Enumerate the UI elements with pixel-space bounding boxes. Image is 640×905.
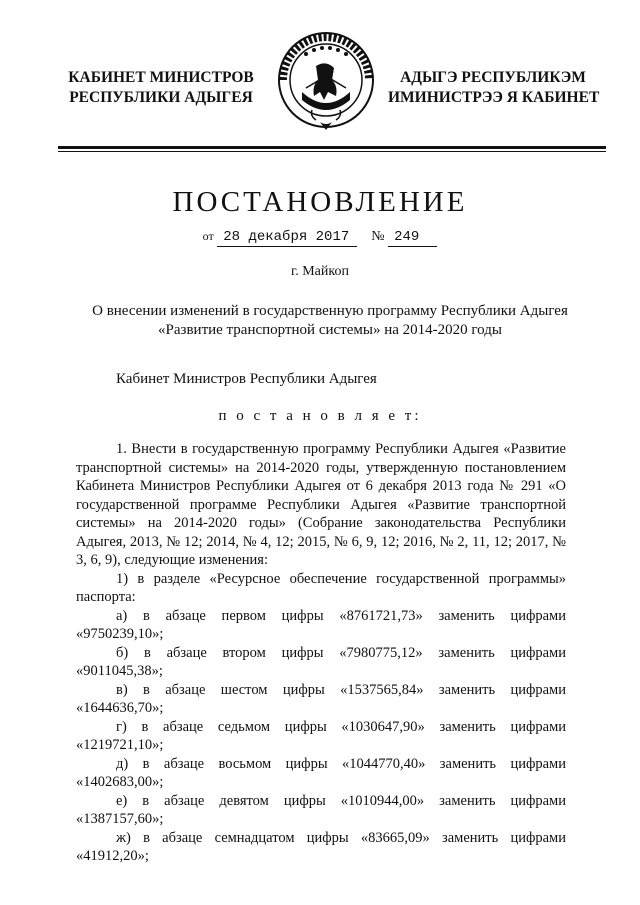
list-item-line2: «9750239,10»; (76, 626, 164, 642)
list-item (76, 607, 566, 644)
list-item (76, 681, 566, 718)
header-right-line2: ИМИНИСТРЭЭ Я КАБИНЕТ (388, 89, 600, 106)
list-item-line2: «1644636,70»; (76, 700, 164, 716)
decree-word: п о с т а н о в л я е т: (218, 408, 422, 424)
list-item-line2: «1402683,00»; (76, 774, 164, 790)
document-title: ПОСТАНОВЛЕНИЕ (172, 186, 468, 218)
issuer-header-russian (66, 68, 256, 108)
date-prefix: от (202, 229, 214, 243)
document-body (76, 440, 566, 866)
header-right-line1: АДЫГЭ РЕСПУБЛИКЭМ (400, 69, 586, 86)
subject (60, 302, 600, 340)
issuer-text: Кабинет Министров Республики Адыгея (116, 371, 377, 387)
list-item (76, 755, 566, 792)
list-item-line1: б) в абзаце втором цифры «7980775,12» заменить цифрами (116, 644, 566, 661)
list-item (76, 718, 566, 755)
list-item (76, 792, 566, 829)
header-left-line1: КАБИНЕТ МИНИСТРОВ (68, 69, 254, 86)
header-divider-thick (58, 146, 606, 149)
header-divider-thin (58, 151, 606, 152)
list-item-line2: «1219721,10»; (76, 737, 164, 753)
list-item-line1: е) в абзаце девятом цифры «1010944,00» заменить цифрами (116, 792, 566, 809)
list-item-line2: «41912,20»; (76, 848, 149, 864)
city: г. Майкоп (291, 264, 349, 279)
issuer-header-adyghe (388, 68, 598, 108)
number-value: 249 (388, 229, 437, 247)
list-item-line1: г) в абзаце седьмом цифры «1030647,90» заменить цифрами (116, 718, 566, 735)
header-left-line2: РЕСПУБЛИКИ АДЫГЕЯ (69, 89, 253, 106)
list-item (76, 829, 566, 866)
list-item-line1: в) в абзаце шестом цифры «1537565,84» заменить цифрами (116, 681, 566, 698)
list-item-line1: а) в абзаце первом цифры «8761721,73» заменить цифрами (116, 607, 566, 624)
list-item-line2: «9011045,38»; (76, 663, 163, 679)
list-item-line1: д) в абзаце восьмом цифры «1044770,40» заменить цифрами (116, 755, 566, 772)
coat-of-arms-icon (276, 30, 376, 132)
list-item-line2: «1387157,60»; (76, 811, 164, 827)
list-item-line1: ж) в абзаце семнадцатом цифры «83665,09» заменить цифрами (116, 829, 566, 846)
dateline (0, 229, 640, 247)
paragraph-2: 1) в разделе «Ресурсное обеспечение государственной программы» паспорта: (76, 570, 566, 605)
date-value: 28 декабря 2017 (217, 229, 357, 247)
subject-line2: «Развитие транспортной системы» на 2014-2020 годы (158, 322, 502, 338)
list-item (76, 644, 566, 681)
paragraph-1: 1. Внести в государственную программу Республики Адыгея «Развитие транспортной системы» на 2014-2020 годы, утвержденную постановлением Кабинета Министров Республики Адыгея от 6 декабря 2013 года № 291 «О государственной программе Республики Адыгея «Развитие транспортной системы» на 2014-2020 годы» (Собрание законодательства Республики Адыгея, 2013, № 12; 2014, № 4, 12; 2015, № 6, 9, 12; 2016, № 2, 11, 12; 2017, № 3, 6, 9), следующие изменения: (76, 441, 566, 568)
number-prefix: № (371, 229, 385, 244)
subject-line1: О внесении изменений в государственную программу Республики Адыгея (92, 303, 568, 319)
